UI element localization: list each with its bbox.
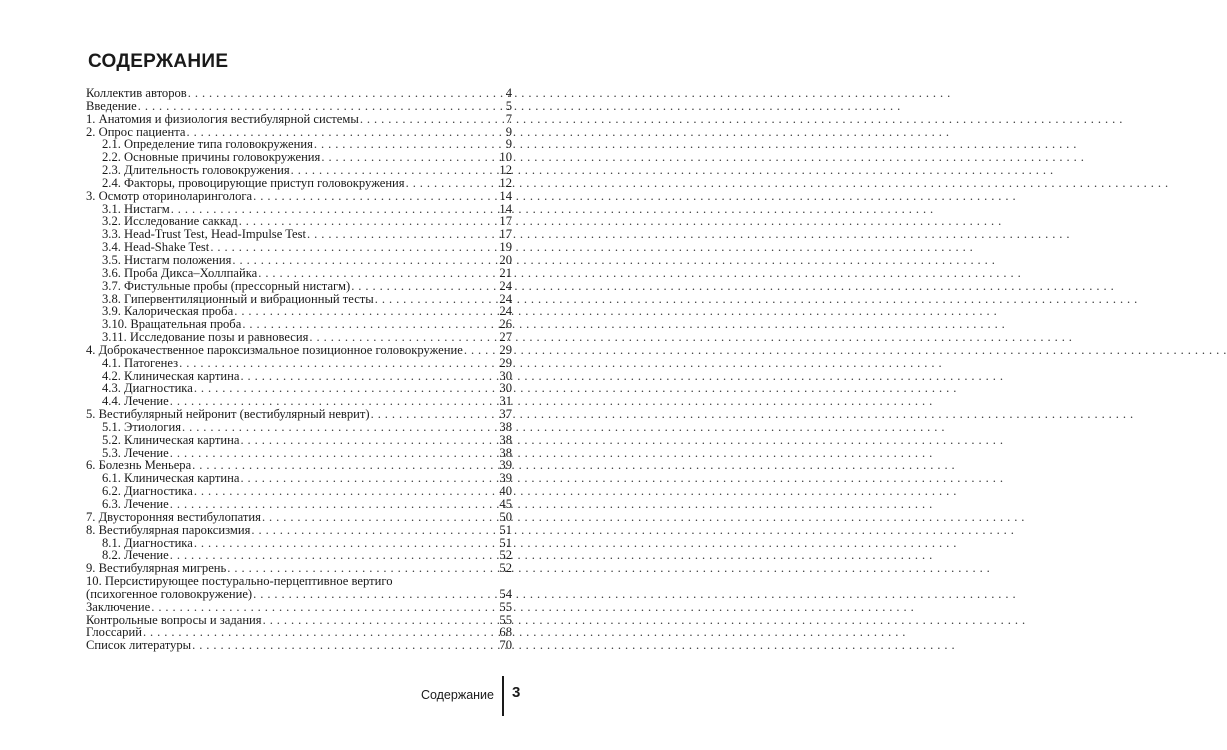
toc-entry [86, 87, 512, 100]
toc-entry-page: 9 [505, 124, 512, 139]
toc-entry-page: 37 [499, 407, 512, 422]
toc-entry-title: 3.6. Проба Дикса–Холлпайка [102, 265, 258, 280]
footer-divider [502, 676, 504, 716]
toc-entry-page: 39 [499, 458, 512, 473]
dot-leader [138, 100, 505, 113]
toc-entry-title: Список литературы [86, 638, 192, 653]
toc-subentry [86, 280, 512, 293]
toc-entry-page: 5 [505, 98, 512, 113]
toc-entry-page: 30 [499, 381, 512, 396]
page-title: СОДЕРЖАНИЕ [88, 51, 229, 72]
toc-entry-page: 38 [499, 432, 512, 447]
toc-entry-page: 52 [499, 548, 512, 563]
toc-entry-page: 29 [499, 355, 512, 370]
toc-entry-page: 51 [499, 535, 512, 550]
toc-entry-title: 2.2. Основные причины головокружения [102, 150, 321, 165]
dot-leader [253, 588, 498, 601]
toc-entry [86, 100, 512, 113]
toc-entry-page: 12 [499, 175, 512, 190]
toc-entry-page: 40 [499, 484, 512, 499]
toc-entry [86, 408, 512, 421]
toc-entry-title: 4. Доброкачественное пароксизмальное позиционное головокружение [86, 342, 463, 357]
toc-entry-page: 21 [499, 265, 512, 280]
dot-leader [240, 434, 498, 447]
toc-entry-title: Коллектив авторов [86, 86, 187, 100]
toc-entry [86, 639, 512, 652]
dot-leader [360, 113, 505, 126]
toc-entry-page: 19 [499, 240, 512, 255]
dot-leader [291, 164, 499, 177]
toc-entry-title: 6.1. Клиническая картина [102, 471, 240, 486]
dot-leader [232, 254, 498, 267]
toc-entry-title: 3.3. Head-Trust Test, Head-Impulse Test [102, 227, 307, 242]
toc-entry-title: 3.9. Калорическая проба [102, 304, 234, 319]
toc-entry-title: 1. Анатомия и физиология вестибулярной системы [86, 111, 359, 126]
toc-entry-page: 24 [499, 278, 512, 293]
dot-leader [262, 511, 498, 524]
toc-entry-title: 2.1. Определение типа головокружения [102, 137, 313, 152]
toc-subentry [86, 254, 512, 267]
toc-entry-page: 4 [505, 86, 512, 100]
toc-entry-page: 54 [499, 586, 512, 601]
toc-subentry [86, 164, 512, 177]
toc-entry-title: Введение [86, 98, 137, 113]
dot-leader [192, 639, 498, 652]
toc-entry-page: 50 [499, 509, 512, 524]
toc-entry-title: Заключение [86, 599, 151, 614]
toc-entry-title: 5.2. Клиническая картина [102, 432, 240, 447]
toc-entry-title: 2.3. Длительность головокружения [102, 163, 290, 178]
toc-subentry [86, 498, 512, 511]
dot-leader [351, 280, 498, 293]
dot-leader [309, 331, 498, 344]
toc-entry-title: 3.8. Гипервентиляционный и вибрационный тесты [102, 291, 374, 306]
dot-leader [258, 267, 498, 280]
toc-entry-title: Глоссарий [86, 625, 142, 640]
toc-entry-page: 52 [499, 561, 512, 576]
toc-entry-page: 29 [499, 342, 512, 357]
table-of-contents [86, 87, 512, 652]
toc-entry [86, 601, 512, 614]
toc-subentry [86, 267, 512, 280]
toc-entry-title: 3.2. Исследование саккад [102, 214, 238, 229]
toc-entry-page: 9 [505, 137, 512, 152]
dot-leader [151, 601, 498, 614]
toc-entry-title: 8.2. Лечение [102, 548, 169, 563]
dot-leader [188, 87, 505, 100]
toc-entry [86, 190, 512, 203]
toc-entry-title: 3.1. Нистагм [102, 201, 170, 216]
toc-entry-page: 30 [499, 368, 512, 383]
toc-subentry [86, 434, 512, 447]
toc-entry-title: 5. Вестибулярный нейронит (вестибулярный неврит) [86, 407, 370, 422]
toc-entry-page: 45 [499, 497, 512, 511]
toc-entry-page: 39 [499, 471, 512, 486]
toc-entry-title: 5.3. Лечение [102, 445, 169, 460]
dot-leader [170, 498, 499, 511]
dot-leader [371, 408, 499, 421]
toc-entry-title: 2.4. Факторы, провоцирующие приступ головокружения [102, 175, 405, 190]
toc-entry-page: 55 [499, 612, 512, 627]
toc-entry-page: 51 [499, 522, 512, 537]
toc-entry-title: 8.1. Диагностика [102, 535, 193, 550]
toc-subentry [86, 357, 512, 370]
toc-entry-page: 27 [499, 330, 512, 345]
toc-entry-page: 31 [499, 394, 512, 409]
toc-entry-title: 4.2. Клиническая картина [102, 368, 240, 383]
dot-leader [182, 421, 498, 434]
toc-entry-title: 9. Вестибулярная мигрень [86, 561, 227, 576]
toc-entry-title: 8. Вестибулярная пароксизмия [86, 522, 251, 537]
toc-entry-title: 3.7. Фистульные пробы (прессорный нистагм) [102, 278, 351, 293]
toc-entry-title: 5.1. Этиология [102, 419, 182, 434]
toc-entry [86, 344, 512, 357]
toc-entry-page: 14 [499, 188, 512, 203]
toc-entry-title: 3.10. Вращательная проба [102, 317, 242, 332]
toc-subentry [86, 421, 512, 434]
toc-entry-title-line: 10. Персистирующее постурально-перцептивное вертиго [86, 574, 393, 589]
toc-entry-title: 6.2. Диагностика [102, 484, 193, 499]
toc-entry-page: 24 [499, 291, 512, 306]
toc-entry-page: 24 [499, 304, 512, 319]
toc-entry [86, 524, 512, 537]
toc-entry-title: 4.3. Диагностика [102, 381, 193, 396]
toc-entry-title: 2. Опрос пациента [86, 124, 186, 139]
toc-entry-title: 4.4. Лечение [102, 394, 169, 409]
dot-leader [464, 344, 499, 357]
running-footer-label: Содержание [420, 688, 494, 702]
toc-entry-page: 12 [499, 163, 512, 178]
toc-entry-title: Контрольные вопросы и задания [86, 612, 262, 627]
toc-entry-page: 26 [499, 317, 512, 332]
toc-entry-page: 55 [499, 599, 512, 614]
toc-entry-title: 4.1. Патогенез [102, 355, 179, 370]
page-number: 3 [512, 684, 521, 701]
dot-leader [179, 357, 498, 370]
toc-entry-title: 3.11. Исследование позы и равновесия [102, 330, 309, 345]
toc-entry-title: 3.5. Нистагм положения [102, 252, 232, 267]
toc-entry-page: 20 [499, 252, 512, 267]
toc-entry-page: 70 [499, 638, 512, 653]
toc-entry-title: 6.3. Лечение [102, 497, 169, 511]
toc-entry-title: (психогенное головокружение) [86, 586, 253, 601]
toc-subentry [86, 331, 512, 344]
toc-entry-title: 3.4. Head-Shake Test [102, 240, 210, 255]
toc-entry-page: 10 [499, 150, 512, 165]
toc-entry-title: 6. Болезнь Меньера [86, 458, 192, 473]
toc-entry-page: 17 [499, 214, 512, 229]
toc-entry-page: 68 [499, 625, 512, 640]
toc-entry [86, 511, 512, 524]
toc-entry [86, 113, 512, 126]
toc-entry-title: 7. Двусторонняя вестибулопатия [86, 509, 261, 524]
dot-leader [253, 190, 498, 203]
toc-entry-page: 38 [499, 419, 512, 434]
toc-entry-page: 17 [499, 227, 512, 242]
dot-leader [251, 524, 498, 537]
toc-entry-page: 7 [505, 111, 512, 126]
toc-entry-page: 38 [499, 445, 512, 460]
dot-leader [406, 177, 499, 190]
toc-entry [86, 575, 512, 601]
toc-entry-title: 3. Осмотр оториноларинголога [86, 188, 253, 203]
toc-entry-page: 14 [499, 201, 512, 216]
toc-subentry [86, 177, 512, 190]
